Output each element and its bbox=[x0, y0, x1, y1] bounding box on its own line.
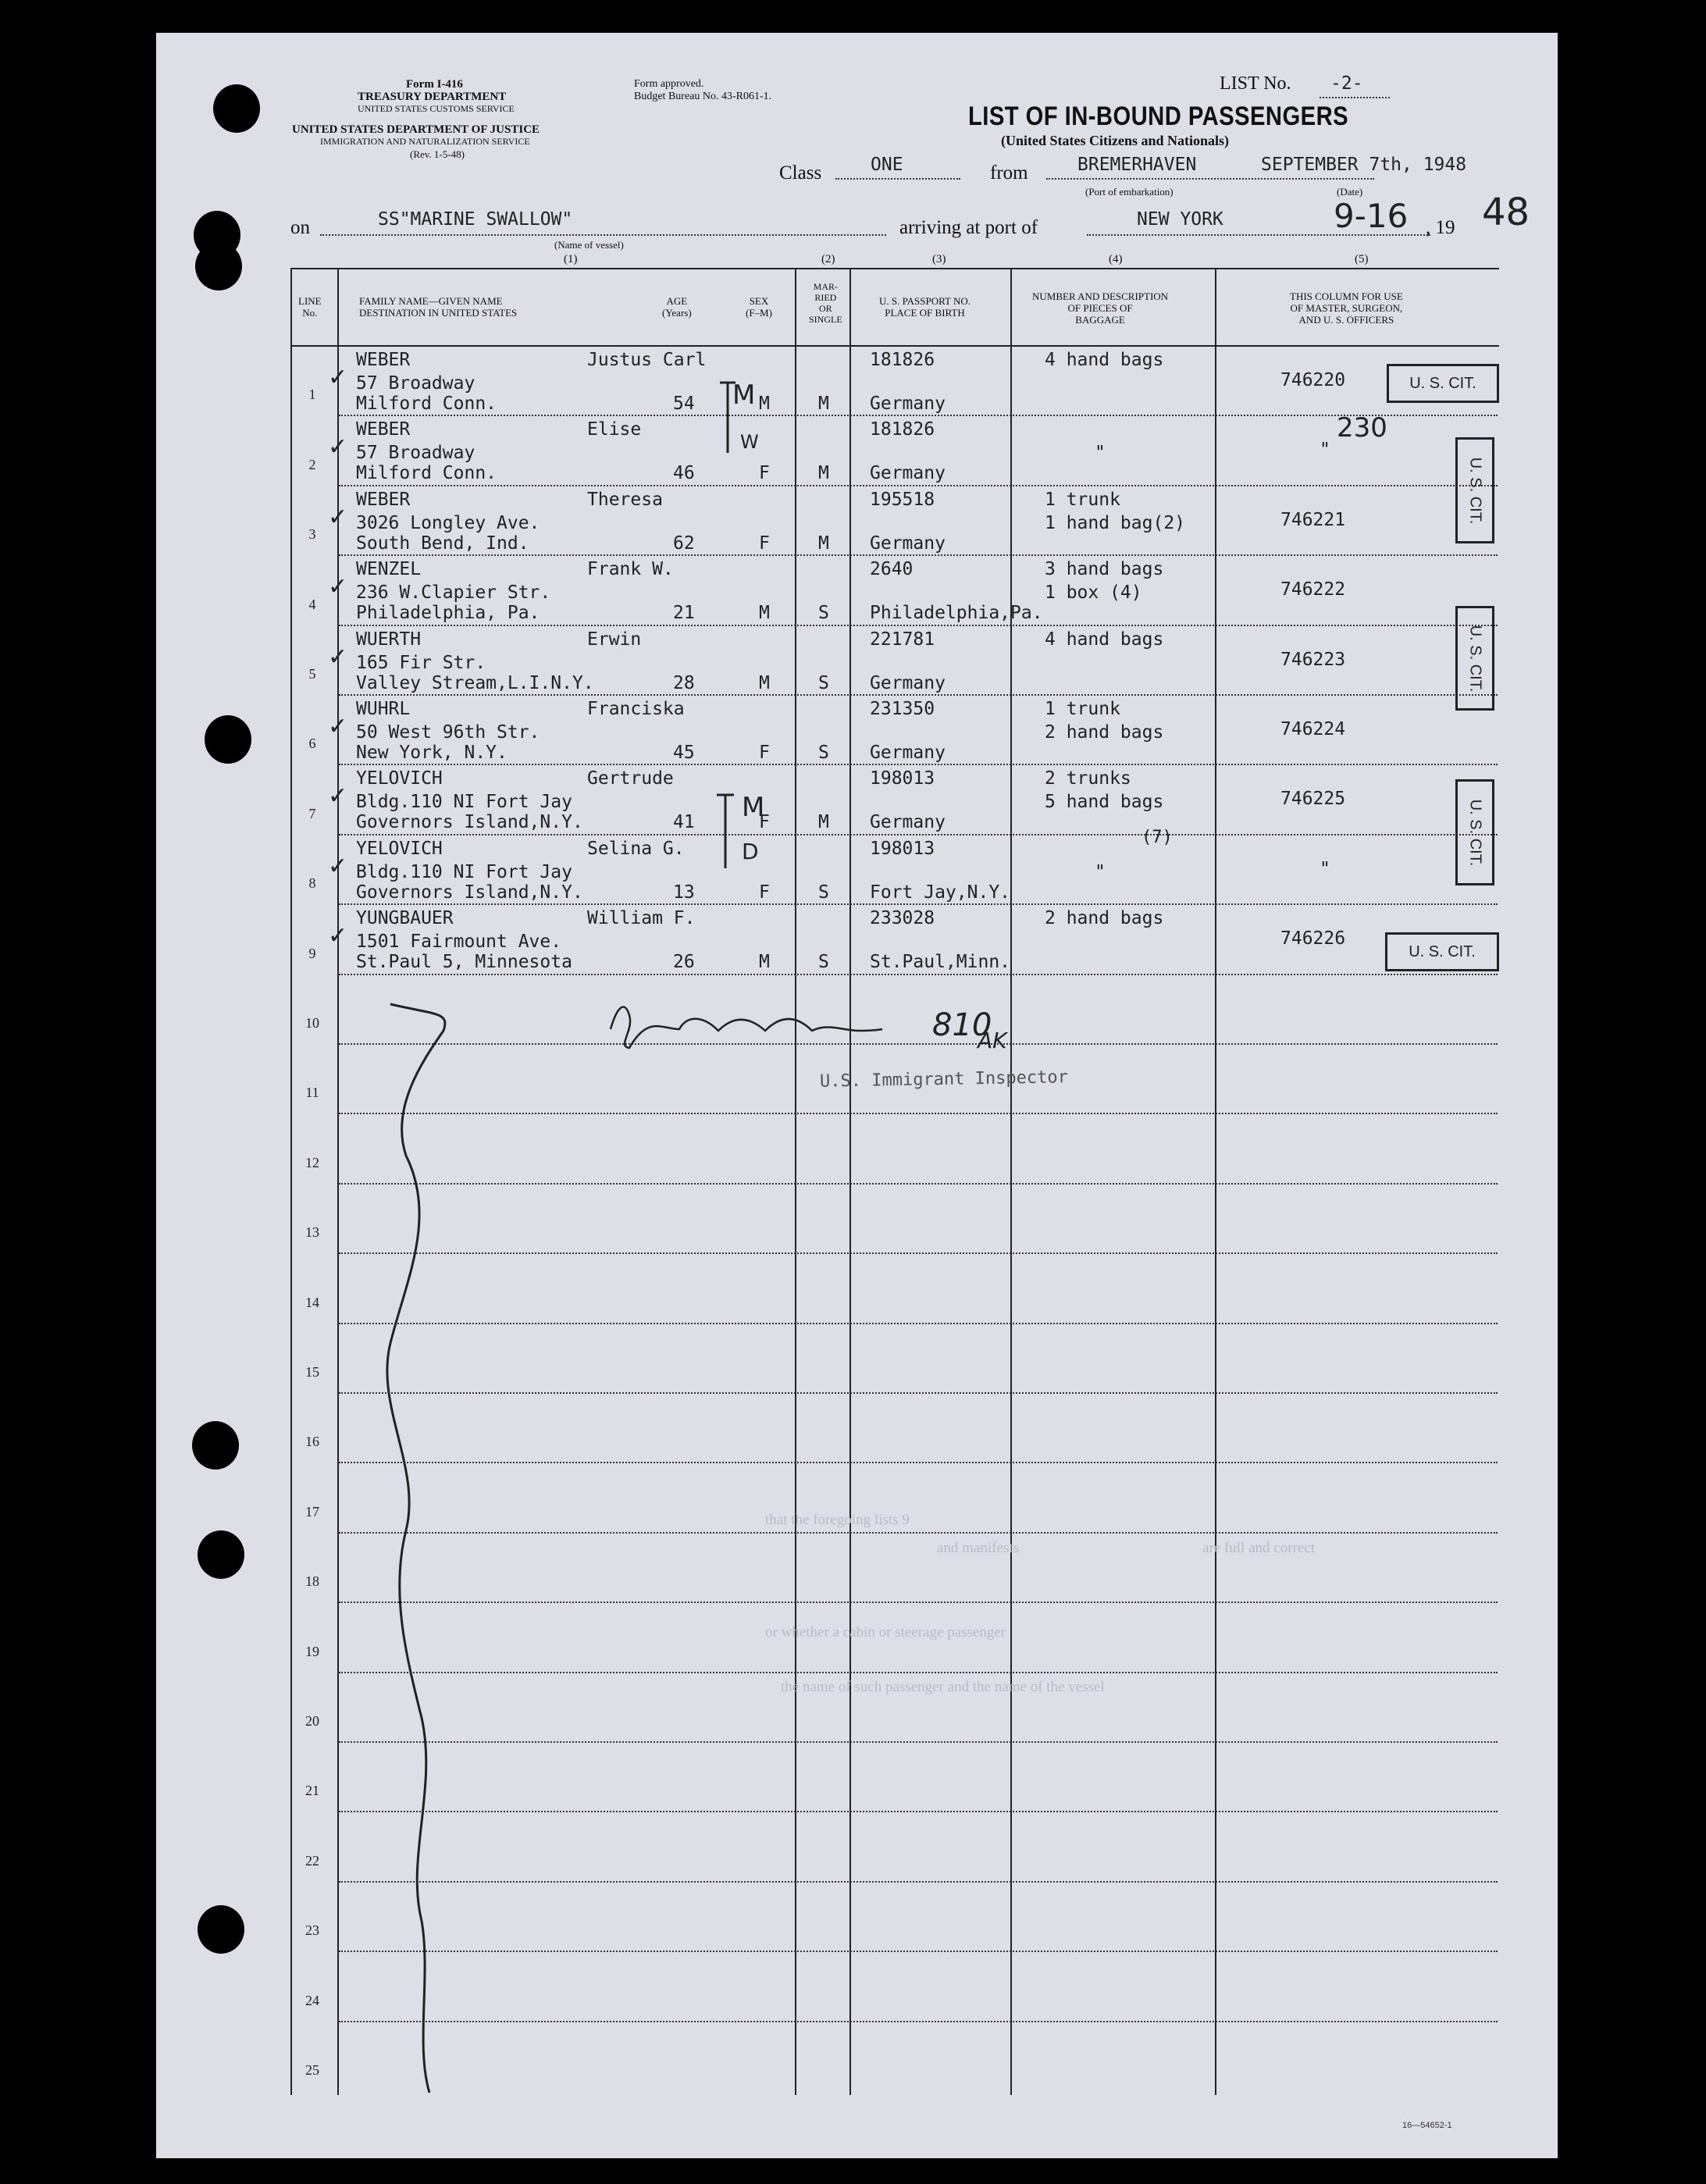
line-number: 15 bbox=[305, 1364, 319, 1380]
line-number: 23 bbox=[305, 1922, 319, 1938]
col-num-4: (4) bbox=[1109, 253, 1123, 265]
col-num-5: (5) bbox=[1355, 253, 1369, 265]
line-number: 21 bbox=[305, 1783, 319, 1798]
header-name: FAMILY NAME—GIVEN NAME DESTINATION IN UNITED STATES bbox=[359, 295, 518, 319]
baggage-line-1: 1 trunk bbox=[1045, 699, 1120, 719]
given-name: Franciska bbox=[587, 699, 685, 719]
line-number: 6 bbox=[308, 736, 316, 751]
budget-bureau: Budget Bureau No. 43-R061-1. bbox=[634, 91, 772, 102]
us-citizen-stamp: U. S. CIT. bbox=[1455, 606, 1494, 711]
check-mark: ✓ bbox=[328, 573, 348, 600]
address-line-1: 3026 Longley Ave. bbox=[356, 513, 540, 533]
line-number: 3 bbox=[308, 526, 316, 542]
header-married: MAR- RIED OR SINGLE bbox=[809, 281, 842, 325]
passport-number: 2640 bbox=[870, 559, 914, 579]
place-of-birth: Germany bbox=[870, 533, 946, 554]
date-value: SEPTEMBER 7th, 1948 bbox=[1261, 155, 1467, 175]
marital-status: S bbox=[818, 882, 829, 903]
col-num-3: (3) bbox=[932, 253, 946, 265]
sex: M bbox=[759, 603, 770, 623]
baggage-note: (7) bbox=[1141, 828, 1173, 847]
family-name: WEBER bbox=[356, 419, 411, 440]
family-name: YUNGBAUER bbox=[356, 908, 454, 928]
officer-number: 746221 bbox=[1280, 510, 1346, 530]
sex: M bbox=[759, 394, 770, 414]
address-line-1: 57 Broadway bbox=[356, 443, 475, 463]
header-line-no: LINE No. bbox=[298, 295, 322, 319]
ins: IMMIGRATION AND NATURALIZATION SERVICE bbox=[320, 136, 530, 147]
age: 28 bbox=[673, 673, 695, 693]
line-number: 25 bbox=[305, 2062, 319, 2078]
place-of-birth: Fort Jay,N.Y. bbox=[870, 882, 1011, 903]
baggage-line-1: 4 hand bags bbox=[1045, 629, 1164, 650]
officer-number: " bbox=[1320, 859, 1330, 879]
header-officers: THIS COLUMN FOR USE OF MASTER, SURGEON, AND U. S. OFFICERS bbox=[1290, 290, 1403, 326]
year-prefix: , 19 bbox=[1426, 217, 1455, 238]
address-line-2: New York, N.Y. bbox=[356, 743, 508, 763]
check-mark: ✓ bbox=[328, 713, 348, 740]
handwritten-bracket-w: W bbox=[740, 431, 759, 453]
service: UNITED STATES CUSTOMS SERVICE bbox=[358, 103, 515, 114]
passport-number: 233028 bbox=[870, 908, 935, 928]
check-mark: ✓ bbox=[328, 364, 348, 391]
place-of-birth: Philadelphia,Pa. bbox=[870, 603, 1043, 623]
port-embarkation-label: (Port of embarkation) bbox=[1085, 186, 1174, 198]
officer-number: " bbox=[1320, 440, 1330, 460]
header-sex: SEX (F–M) bbox=[746, 295, 772, 319]
sex: F bbox=[759, 812, 770, 832]
family-name: WENZEL bbox=[356, 559, 422, 579]
family-name: WUERTH bbox=[356, 629, 422, 650]
list-label: LIST No. bbox=[1220, 73, 1291, 94]
given-name: Selina G. bbox=[587, 839, 685, 859]
family-name: YELOVICH bbox=[356, 839, 443, 859]
baggage-line-1: 4 hand bags bbox=[1045, 350, 1164, 370]
baggage-line-1: 1 trunk bbox=[1045, 490, 1120, 510]
marital-status: M bbox=[818, 812, 829, 832]
col-num-1: (1) bbox=[564, 253, 578, 265]
address-line-1: Bldg.110 NI Fort Jay bbox=[356, 862, 572, 882]
baggage-line-2: 1 box (4) bbox=[1045, 583, 1142, 603]
passport-number: 195518 bbox=[870, 490, 935, 510]
line-number: 4 bbox=[308, 597, 316, 612]
line-number: 24 bbox=[305, 1993, 319, 2008]
marital-status: M bbox=[818, 394, 829, 414]
baggage-line-2: 5 hand bags bbox=[1045, 792, 1164, 812]
address-line-2: Philadelphia, Pa. bbox=[356, 603, 540, 623]
address-line-2: Valley Stream,L.I.N.Y. bbox=[356, 673, 594, 693]
given-name: Frank W. bbox=[587, 559, 674, 579]
address-line-1: 1501 Fairmount Ave. bbox=[356, 932, 562, 952]
line-number: 8 bbox=[308, 875, 316, 891]
officer-number: 746222 bbox=[1280, 579, 1346, 600]
baggage-line-1: 2 hand bags bbox=[1045, 908, 1164, 928]
address-line-2: South Bend, Ind. bbox=[356, 533, 529, 554]
sex: F bbox=[759, 533, 770, 554]
arrival-date-handwritten: 9-16 bbox=[1334, 197, 1409, 235]
marital-status: S bbox=[818, 603, 829, 623]
sex: F bbox=[759, 463, 770, 483]
age: 21 bbox=[673, 603, 695, 623]
handwritten-fraction-den: AK bbox=[978, 1028, 1007, 1053]
header-age: AGE (Years) bbox=[662, 295, 692, 319]
passport-number: 198013 bbox=[870, 839, 935, 859]
on-label: on bbox=[290, 217, 310, 238]
form-number: Form I-416 bbox=[406, 78, 463, 91]
check-mark: ✓ bbox=[328, 922, 348, 949]
line-number: 5 bbox=[308, 666, 316, 682]
date-label: (Date) bbox=[1337, 186, 1363, 198]
extra-stamp-number: 230 bbox=[1337, 412, 1387, 444]
line-number: 19 bbox=[305, 1644, 319, 1659]
form-approved: Form approved. bbox=[634, 78, 704, 90]
line-number: 10 bbox=[305, 1015, 319, 1031]
address-line-1: 165 Fir Str. bbox=[356, 653, 486, 673]
from-value: BREMERHAVEN bbox=[1077, 155, 1197, 175]
line-number: 16 bbox=[305, 1434, 319, 1449]
address-line-1: 236 W.Clapier Str. bbox=[356, 583, 551, 603]
baggage-line-2: " bbox=[1095, 862, 1106, 882]
header-passport: U. S. PASSPORT NO. PLACE OF BIRTH bbox=[879, 295, 971, 319]
line-number: 18 bbox=[305, 1573, 319, 1589]
place-of-birth: Germany bbox=[870, 673, 946, 693]
bracket-stroke bbox=[720, 383, 735, 453]
address-line-2: Governors Island,N.Y. bbox=[356, 882, 583, 903]
given-name: Justus Carl bbox=[587, 350, 707, 370]
footer-code: 16—54652-1 bbox=[1402, 2121, 1452, 2130]
check-mark: ✓ bbox=[328, 643, 348, 671]
list-number: -2- bbox=[1330, 73, 1363, 94]
passport-number: 198013 bbox=[870, 768, 935, 789]
marital-status: S bbox=[818, 743, 829, 763]
department: TREASURY DEPARTMENT bbox=[358, 91, 507, 103]
line-number: 2 bbox=[308, 457, 316, 472]
passport-number: 181826 bbox=[870, 350, 935, 370]
given-name: Gertrude bbox=[587, 768, 674, 789]
age: 41 bbox=[673, 812, 695, 832]
baggage-line-2: 2 hand bags bbox=[1045, 722, 1164, 743]
sex: M bbox=[759, 952, 770, 972]
class-label: Class bbox=[779, 162, 822, 183]
age: 13 bbox=[673, 882, 695, 903]
us-citizen-stamp: U. S. CIT. bbox=[1455, 437, 1494, 543]
family-name: YELOVICH bbox=[356, 768, 443, 789]
header-baggage: NUMBER AND DESCRIPTION OF PIECES OF BAGGAGE bbox=[1032, 290, 1169, 326]
handwritten-bracket-m: M bbox=[742, 792, 765, 823]
address-line-1: Bldg.110 NI Fort Jay bbox=[356, 792, 572, 812]
address-line-2: Milford Conn. bbox=[356, 394, 497, 414]
line-number: 7 bbox=[308, 806, 316, 821]
given-name: William F. bbox=[587, 908, 696, 928]
age: 46 bbox=[673, 463, 695, 483]
bracket-stroke bbox=[717, 795, 734, 868]
place-of-birth: Germany bbox=[870, 812, 946, 832]
class-value: ONE bbox=[871, 155, 903, 175]
age: 45 bbox=[673, 743, 695, 763]
col-num-2: (2) bbox=[821, 253, 835, 265]
baggage-line-1: 3 hand bags bbox=[1045, 559, 1164, 579]
officer-number: 746223 bbox=[1280, 650, 1346, 670]
sex: F bbox=[759, 743, 770, 763]
marital-status: M bbox=[818, 533, 829, 554]
baggage-line-2: " bbox=[1095, 443, 1106, 463]
line-number: 12 bbox=[305, 1155, 319, 1170]
line-number: 1 bbox=[308, 387, 316, 402]
us-citizen-stamp: U. S. CIT. bbox=[1387, 364, 1499, 403]
line-number: 22 bbox=[305, 1853, 319, 1869]
line-number: 14 bbox=[305, 1295, 319, 1310]
family-name: WEBER bbox=[356, 350, 411, 370]
given-name: Elise bbox=[587, 419, 642, 440]
place-of-birth: St.Paul,Minn. bbox=[870, 952, 1011, 972]
check-mark: ✓ bbox=[328, 853, 348, 880]
us-citizen-stamp: U. S. CIT. bbox=[1385, 932, 1499, 971]
check-mark: ✓ bbox=[328, 504, 348, 531]
sex: F bbox=[759, 882, 770, 903]
sex: M bbox=[759, 673, 770, 693]
place-of-birth: Germany bbox=[870, 394, 946, 414]
handwritten-fraction-num: 810 bbox=[932, 1007, 992, 1043]
address-line-1: 57 Broadway bbox=[356, 373, 475, 394]
check-mark: ✓ bbox=[328, 782, 348, 810]
officer-number: 746226 bbox=[1280, 928, 1346, 949]
age: 26 bbox=[673, 952, 695, 972]
arrival-port: NEW YORK bbox=[1137, 209, 1223, 230]
baggage-line-2: 1 hand bag(2) bbox=[1045, 513, 1186, 533]
address-line-2: Governors Island,N.Y. bbox=[356, 812, 583, 832]
handwritten-bracket-d: D bbox=[742, 839, 759, 864]
passport-number: 181826 bbox=[870, 419, 935, 440]
address-line-2: St.Paul 5, Minnesota bbox=[356, 952, 572, 972]
family-name: WEBER bbox=[356, 490, 411, 510]
passport-number: 231350 bbox=[870, 699, 935, 719]
baggage-line-1: 2 trunks bbox=[1045, 768, 1131, 789]
age: 62 bbox=[673, 533, 695, 554]
officer-number: 746220 bbox=[1280, 370, 1346, 390]
line-number: 13 bbox=[305, 1224, 319, 1240]
place-of-birth: Germany bbox=[870, 743, 946, 763]
vertical-mark bbox=[387, 1004, 445, 2093]
subtitle: (United States Citizens and Nationals) bbox=[1001, 133, 1230, 148]
signature bbox=[611, 1007, 882, 1048]
family-name: WUHRL bbox=[356, 699, 411, 719]
officer-number: 746225 bbox=[1280, 789, 1346, 809]
place-of-birth: Germany bbox=[870, 463, 946, 483]
marital-status: M bbox=[818, 463, 829, 483]
officer-number: 746224 bbox=[1280, 719, 1346, 739]
vessel-label: (Name of vessel) bbox=[554, 239, 624, 251]
arriving-label: arriving at port of bbox=[899, 217, 1038, 238]
marital-status: S bbox=[818, 673, 829, 693]
title: LIST OF IN-BOUND PASSENGERS bbox=[968, 102, 1349, 131]
line-number: 11 bbox=[305, 1085, 319, 1100]
check-mark: ✓ bbox=[328, 433, 348, 461]
vessel-name: SS"MARINE SWALLOW" bbox=[378, 209, 573, 230]
year-handwritten: 48 bbox=[1482, 191, 1530, 234]
passport-number: 221781 bbox=[870, 629, 935, 650]
inspector-stamp: U.S. Immigrant Inspector bbox=[819, 1067, 1069, 1092]
revision: (Rev. 1-5-48) bbox=[410, 148, 465, 160]
from-label: from bbox=[990, 162, 1028, 183]
given-name: Theresa bbox=[587, 490, 663, 510]
line-number: 20 bbox=[305, 1713, 319, 1729]
address-line-1: 50 West 96th Str. bbox=[356, 722, 540, 743]
justice-dept: UNITED STATES DEPARTMENT OF JUSTICE bbox=[292, 123, 540, 136]
given-name: Erwin bbox=[587, 629, 642, 650]
age: 54 bbox=[673, 394, 695, 414]
line-number: 17 bbox=[305, 1504, 319, 1520]
us-citizen-stamp: U. S. CIT. bbox=[1455, 779, 1494, 885]
handwritten-bracket-m: M bbox=[732, 379, 756, 411]
address-line-2: Milford Conn. bbox=[356, 463, 497, 483]
line-number: 9 bbox=[308, 946, 316, 961]
marital-status: S bbox=[818, 952, 829, 972]
